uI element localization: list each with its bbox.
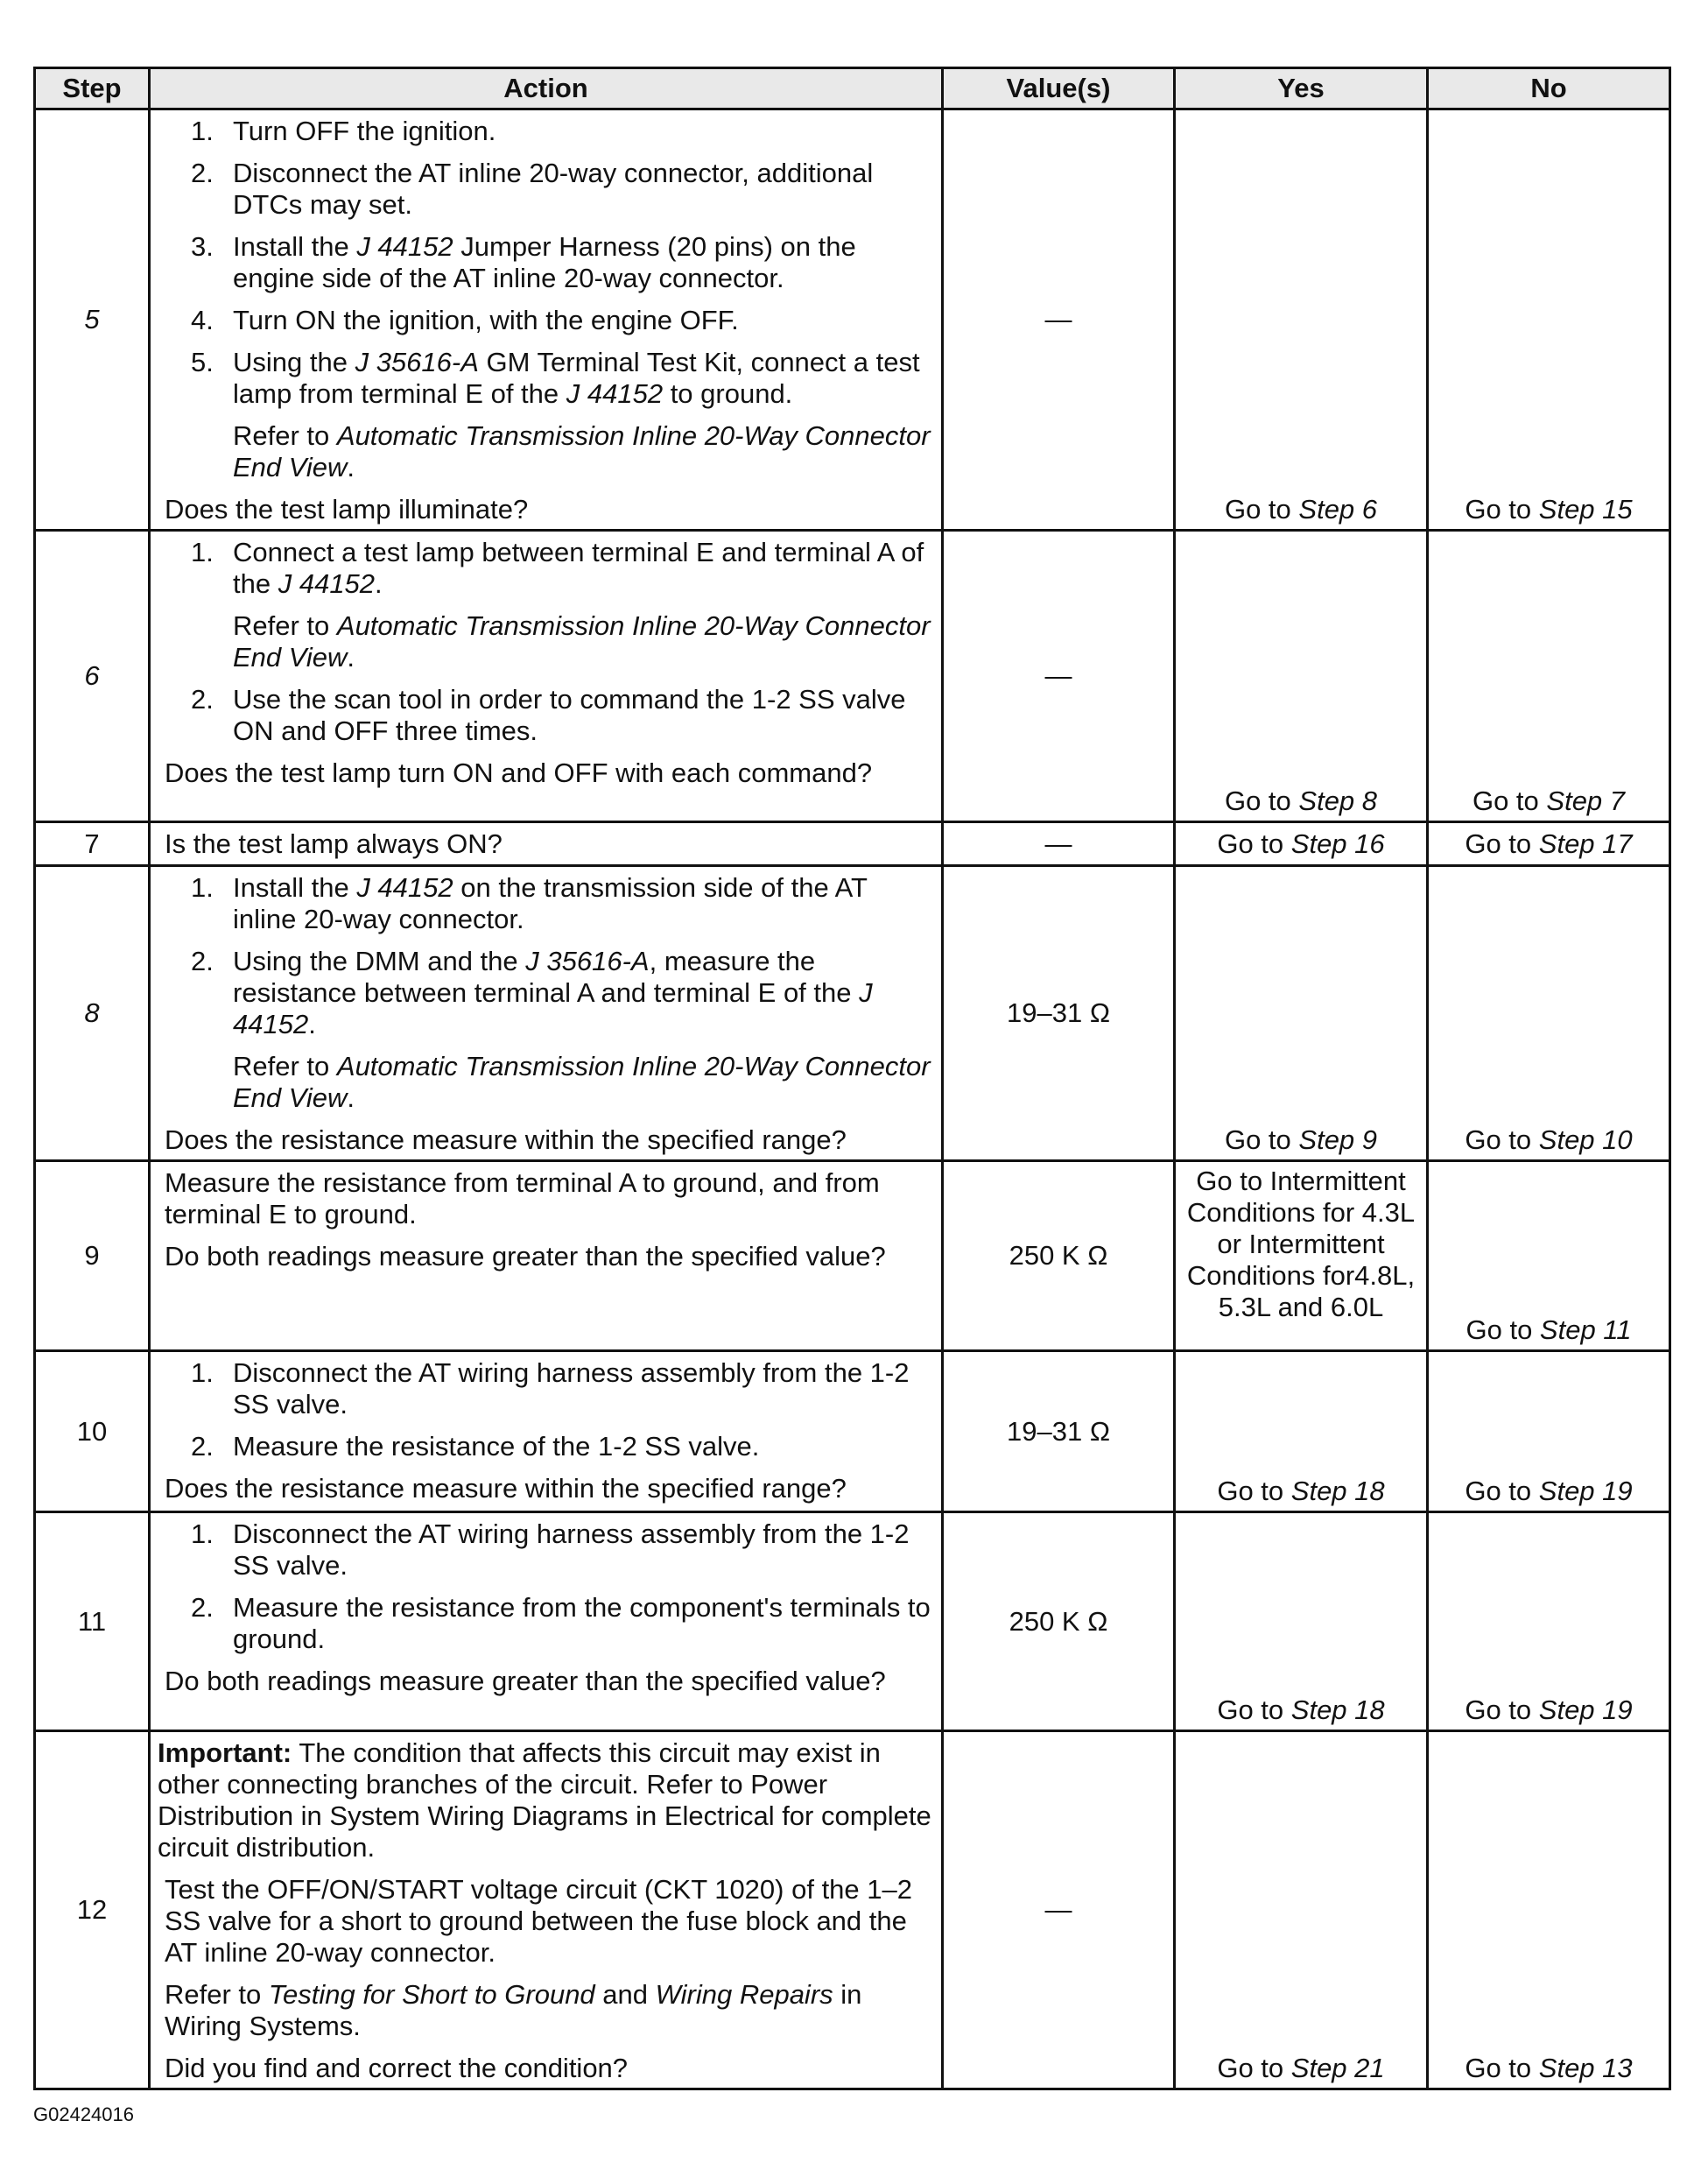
action-cell (150, 1512, 943, 1731)
step-number: 8 (35, 866, 150, 1161)
no-cell: Go to Step 15 (1428, 109, 1670, 531)
question-text: Did you find and correct the condition? (165, 2053, 629, 2083)
yes-cell: Go to Step 16 (1175, 822, 1428, 866)
step-number: 9 (35, 1161, 150, 1351)
action-item: 2. Use the scan tool in order to command the 1-2 SS valve ON and OFF three times. (191, 684, 906, 746)
header-values: Value(s) (943, 68, 1175, 109)
header-yes: Yes (1175, 68, 1428, 109)
yes-cell: Go to Step 21 (1175, 1731, 1428, 2089)
action-item: 1. Connect a test lamp between terminal E and terminal A of the J 44152. (191, 537, 924, 599)
no-cell: Go to Step 10 (1428, 866, 1670, 1161)
reference-note: Refer to Automatic Transmission Inline 20-Way Connector End View. (233, 1051, 931, 1113)
yes-cell: Go to Step 8 (1175, 531, 1428, 822)
action-cell (150, 822, 943, 866)
reference-note: Refer to Automatic Transmission Inline 20-Way Connector End View. (233, 420, 931, 483)
action-item: 5. Using the J 35616-A GM Terminal Test Kit, connect a test lamp from terminal E of the J 44152 to ground. (191, 347, 920, 409)
value-cell: 19–31 Ω (943, 1351, 1175, 1512)
value-cell: 19–31 Ω (943, 866, 1175, 1161)
step-number: 10 (35, 1351, 150, 1512)
action-text: Measure the resistance from terminal A to ground, and from terminal E to ground. (165, 1167, 880, 1229)
action-item: 2. Measure the resistance of the 1-2 SS valve. (191, 1431, 760, 1462)
step-number: 7 (35, 822, 150, 866)
yes-cell: Go to Intermittent Conditions for 4.3L or Intermittent Conditions for4.8L, 5.3L and 6.0L (1175, 1161, 1428, 1351)
action-cell (150, 1731, 943, 2089)
no-cell: Go to Step 17 (1428, 822, 1670, 866)
no-cell: Go to Step 11 (1428, 1161, 1670, 1351)
action-item: 2. Disconnect the AT inline 20-way connector, additional DTCs may set. (191, 158, 874, 220)
action-item: 2. Measure the resistance from the component's terminals to ground. (191, 1592, 931, 1654)
reference-note: Refer to Testing for Short to Ground and Wiring Repairs in Wiring Systems. (165, 1979, 862, 2041)
yes-cell: Go to Step 18 (1175, 1351, 1428, 1512)
yes-cell: Go to Step 9 (1175, 866, 1428, 1161)
step-number: 11 (35, 1512, 150, 1731)
question-text: Does the resistance measure within the specified range? (165, 1124, 847, 1155)
question-text: Does the test lamp illuminate? (165, 494, 529, 525)
value-cell: — (943, 109, 1175, 531)
no-cell: Go to Step 7 (1428, 531, 1670, 822)
step-number: 12 (35, 1731, 150, 2089)
action-cell (150, 531, 943, 822)
important-note: Important: The condition that affects this circuit may exist in other connecting branches of the circuit. Refer to Power Distribution in System Wiring Diagrams in Electrical for complete circuit distribution. (158, 1737, 931, 1863)
header-action: Action (150, 68, 943, 109)
question-text: Does the resistance measure within the specified range? (165, 1473, 847, 1504)
action-item: 2. Using the DMM and the J 35616-A, measure the resistance between terminal A and terminal E of the J 44152. (191, 946, 873, 1039)
action-item: 1. Turn OFF the ignition. (191, 116, 496, 146)
action-cell (150, 109, 943, 531)
action-cell (150, 1161, 943, 1351)
action-item: 1. Disconnect the AT wiring harness assembly from the 1-2 SS valve. (191, 1518, 910, 1581)
value-cell: — (943, 822, 1175, 866)
question-text: Does the test lamp turn ON and OFF with each command? (165, 757, 873, 788)
table-row-step-10 (35, 1351, 1670, 1512)
action-cell (150, 1351, 943, 1512)
no-cell: Go to Step 19 (1428, 1351, 1670, 1512)
action-cell (150, 866, 943, 1161)
step-number: 6 (35, 531, 150, 822)
yes-cell: Go to Step 6 (1175, 109, 1428, 531)
header-step: Step (35, 68, 150, 109)
question-text: Is the test lamp always ON? (165, 828, 503, 859)
value-cell: 250 K Ω (943, 1161, 1175, 1351)
document-code: G02424016 (33, 2103, 134, 2125)
table-row-step-6 (35, 531, 1670, 822)
table-row-step-7 (35, 822, 1670, 866)
action-item: 1. Disconnect the AT wiring harness assembly from the 1-2 SS valve. (191, 1357, 910, 1420)
question-text: Do both readings measure greater than the specified value? (165, 1241, 886, 1272)
value-cell: — (943, 1731, 1175, 2089)
header-no: No (1428, 68, 1670, 109)
table-row-step-5 (35, 109, 1670, 531)
table-row-step-9 (35, 1161, 1670, 1351)
table-row-step-8 (35, 866, 1670, 1161)
important-label: Important: (158, 1737, 292, 1768)
action-item: 1. Install the J 44152 on the transmission side of the AT inline 20-way connector. (191, 872, 868, 934)
step-number: 5 (35, 109, 150, 531)
reference-note: Refer to Automatic Transmission Inline 20-Way Connector End View. (233, 610, 931, 673)
no-cell: Go to Step 19 (1428, 1512, 1670, 1731)
action-item: 3. Install the J 44152 Jumper Harness (20 pins) on the engine side of the AT inline 20-way connector. (191, 231, 856, 293)
action-item: 4. Turn ON the ignition, with the engine OFF. (191, 305, 739, 335)
value-cell: 250 K Ω (943, 1512, 1175, 1731)
value-cell: — (943, 531, 1175, 822)
table-row-step-11 (35, 1512, 1670, 1731)
header-row (35, 68, 1670, 109)
diagnostic-table (33, 67, 1671, 2090)
yes-cell: Go to Step 18 (1175, 1512, 1428, 1731)
no-cell: Go to Step 13 (1428, 1731, 1670, 2089)
question-text: Do both readings measure greater than the specified value? (165, 1666, 886, 1696)
action-text: Test the OFF/ON/START voltage circuit (CKT 1020) of the 1–2 SS valve for a short to ground between the fuse block and the AT inline 20-way connector. (165, 1874, 912, 1968)
table-row-step-12 (35, 1731, 1670, 2089)
